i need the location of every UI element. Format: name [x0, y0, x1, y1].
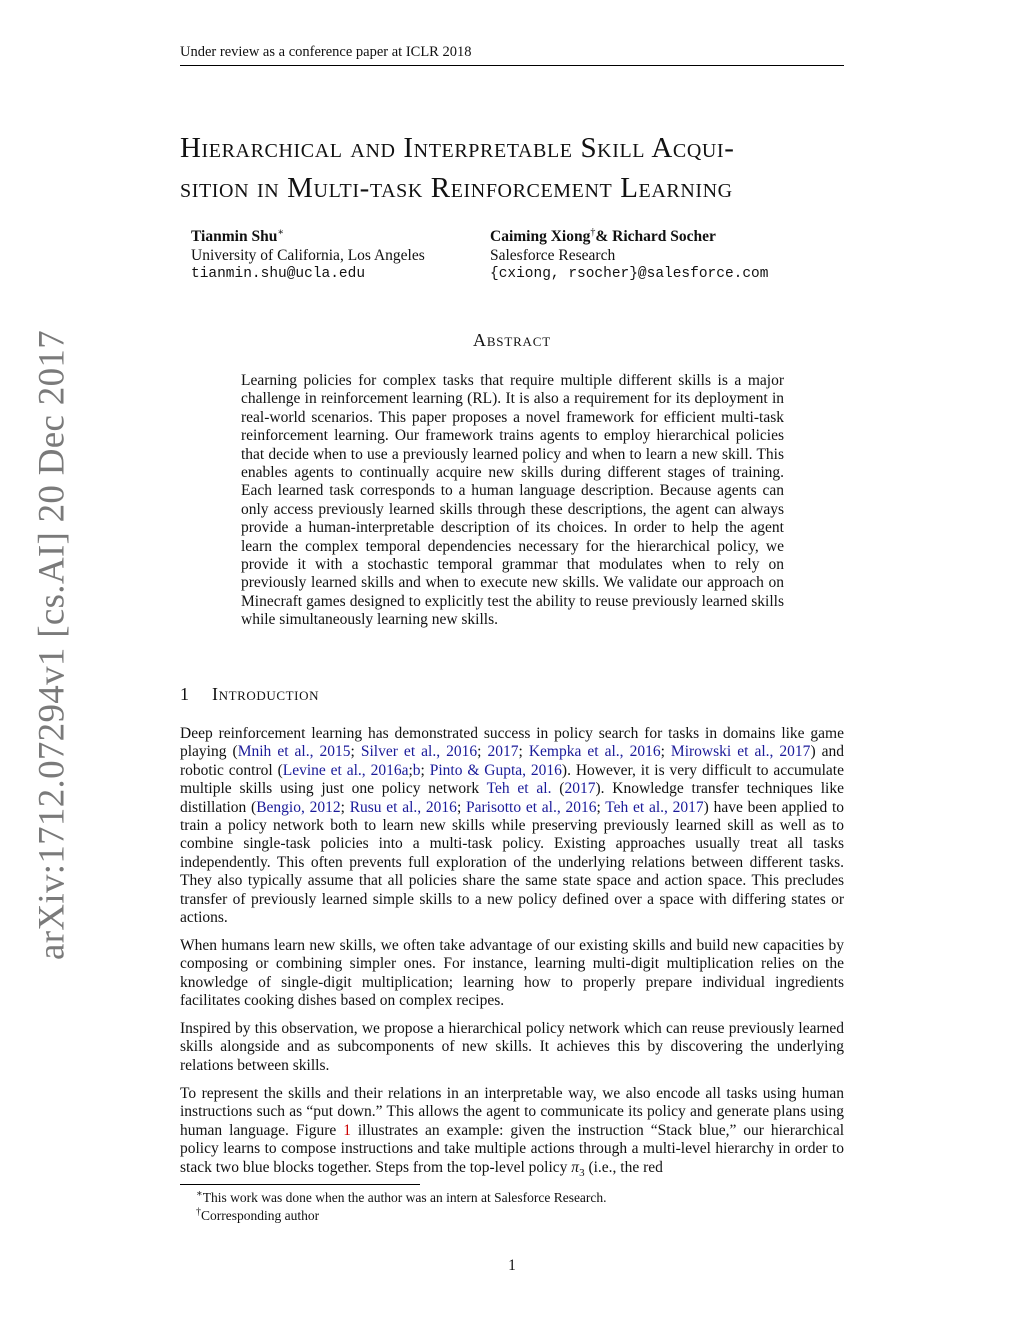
intro-paragraph-1 — [180, 725, 844, 927]
citation-mirowski-2017[interactable]: Mirowski et al., 2017 — [670, 743, 811, 761]
citation-bengio-2012[interactable]: Bengio, 2012 — [256, 798, 341, 816]
paper-title — [180, 128, 860, 208]
section-heading-introduction — [180, 684, 319, 705]
text-run: To represent the skills and their relations in an interpretable way, we also encode all tasks using human instructions such as “put down.” This allows the agent to communicate its policy and generate plans using human language. Figure — [180, 1085, 844, 1139]
text-run: ; — [456, 798, 466, 816]
citation-teh-2017[interactable]: Teh et al., 2017 — [605, 798, 704, 816]
figure-reference-1[interactable]: 1 — [343, 1121, 351, 1139]
intro-paragraph-2: When humans learn new skills, we often take advantage of our existing skills and build new capacities by composing or combining simpler ones. For instance, learning multi-digit multiplication relies on the knowledge of single-digit multiplication; learning how to properly prepare individual ingredients facilitates cooking dishes based on complex recipes. — [180, 937, 844, 1010]
page-number: 1 — [508, 1257, 516, 1274]
footnote-1 — [196, 1189, 607, 1206]
author-email: {cxiong, rsocher}@salesforce.com — [490, 266, 769, 282]
text-run: ; — [408, 761, 413, 779]
title-line-2: sition in Multi-task Reinforcement Learning — [180, 172, 733, 204]
citation-kempka-2016[interactable]: Kempka et al., 2016 — [528, 743, 661, 761]
text-run: ; — [596, 798, 606, 816]
text-run: illustrates an example: given the instruction “Stack blue,” our hierarchical policy learns to compose instructions and take multiple actions through a multi-level hierarchy in order to stack two blue blocks together. Steps from the top-level policy — [180, 1121, 845, 1176]
intro-paragraph-3: Inspired by this observation, we propose a hierarchical policy network which can reuse previously learned skills alongside and as subcomponents of new skills. It achieves this by discovering the underlying relations between skills. — [180, 1020, 844, 1074]
citation-levine-2016b[interactable]: b — [412, 761, 421, 779]
intro-paragraph-4 — [180, 1085, 844, 1182]
author-name: Tianmin Shu — [191, 228, 278, 245]
abstract-heading: Abstract — [473, 330, 551, 350]
footnote-text: Corresponding author — [201, 1208, 320, 1223]
text-run: ) and robotic control ( — [180, 743, 845, 779]
footnote-mark: † — [196, 1206, 201, 1218]
text-run: ; — [518, 743, 529, 761]
author-block-1 — [191, 227, 425, 284]
text-run: Deep reinforcement learning has demonstrated success in policy search for tasks in domains like game playing ( — [180, 725, 844, 761]
title-line-1: Hierarchical and Interpretable Skill Acqui- — [180, 132, 735, 164]
math-pi: π — [571, 1158, 580, 1176]
running-head: Under review as a conference paper at ICLR 2018 — [180, 44, 844, 66]
footnote-mark: ∗ — [196, 1188, 203, 1200]
text-run: ; — [420, 761, 430, 779]
citation-rusu-2016[interactable]: Rusu et al., 2016 — [349, 798, 457, 816]
text-run: (i.e., the red — [584, 1158, 663, 1176]
abstract-text: Learning policies for complex tasks that require multiple different skills is a major challenge in reinforcement learning (RL). It is also a requirement for its deployment in real-world scenarios. This paper proposes a novel framework for efficient multi-task reinforcement learning. Our framework trains agents to employ hierarchical policies that decide when to use a previously learned policy and when to learn a new skill. This enables agents to continually acquire new skills during different stages of training. Each learned task corresponds to a human language description. Because agents can only access previously learned skills through these descriptions, the agent can always provide a human-interpretable description of its choices. In order to help the agent learn the complex temporal dependencies necessary for the hierarchical policy, we provide it with a stochastic temporal grammar that modulates when to rely on previously learned skills and when to execute new skills. We validate our approach on Minecraft games designed to explicitly test the ability to reuse previously learned skills while simultaneously learning new skills. — [241, 372, 784, 629]
author-name-second: & Richard Socher — [595, 228, 716, 245]
author-name: Caiming Xiong — [490, 228, 591, 245]
text-run: ; — [477, 743, 488, 761]
arxiv-identifier-stamp: arXiv:1712.07294v1 [cs.AI] 20 Dec 2017 — [31, 330, 73, 960]
citation-silver-2017[interactable]: 2017 — [487, 743, 519, 761]
footnote-2 — [196, 1207, 319, 1224]
citation-pinto-gupta-2016[interactable]: Pinto & Gupta, 2016 — [429, 761, 562, 779]
text-run: ( — [551, 780, 565, 798]
citation-teh-year[interactable]: 2017 — [564, 780, 596, 798]
text-run: ; — [340, 798, 350, 816]
text-run: ; — [350, 743, 361, 761]
author-footnote-mark: † — [590, 226, 596, 238]
citation-parisotto-2016[interactable]: Parisotto et al., 2016 — [466, 798, 597, 816]
citation-mnih-2015[interactable]: Mnih et al., 2015 — [237, 743, 351, 761]
footnote-text: This work was done when the author was an intern at Salesforce Research. — [202, 1190, 607, 1205]
author-affiliation: Salesforce Research — [490, 247, 616, 264]
math-subscript: 3 — [579, 1166, 585, 1179]
citation-levine-2016a[interactable]: Levine et al., 2016a — [282, 761, 409, 779]
author-email: tianmin.shu@ucla.edu — [191, 266, 366, 282]
text-run: ) have been applied to train a policy network both to learn new skills while preserving previously learned skill as well as to combine single-task policies into a multi-task policy. Existing approaches usually treat all tasks independently. This often prevents full exploration of the underlying relations between different tasks. They also typically assume that all policies share the same state space and action space. This precludes transfer of previously learned simple skills to a new policy defined over a space with differing states or actions. — [180, 798, 845, 927]
author-block-2 — [490, 227, 768, 284]
text-run: ). Knowledge transfer techniques like distillation ( — [180, 780, 844, 816]
citation-teh-name[interactable]: Teh et al. — [486, 780, 552, 798]
text-run: ). However, it is very difficult to accumulate multiple skills using just one policy network — [180, 761, 844, 798]
text-run: ; — [660, 743, 671, 761]
footnote-divider — [180, 1184, 420, 1185]
section-number: 1 — [180, 684, 190, 704]
section-title: Introduction — [212, 684, 320, 704]
author-footnote-mark: ∗ — [277, 226, 285, 238]
author-affiliation: University of California, Los Angeles — [191, 247, 425, 264]
citation-silver-2016[interactable]: Silver et al., 2016 — [360, 743, 478, 761]
